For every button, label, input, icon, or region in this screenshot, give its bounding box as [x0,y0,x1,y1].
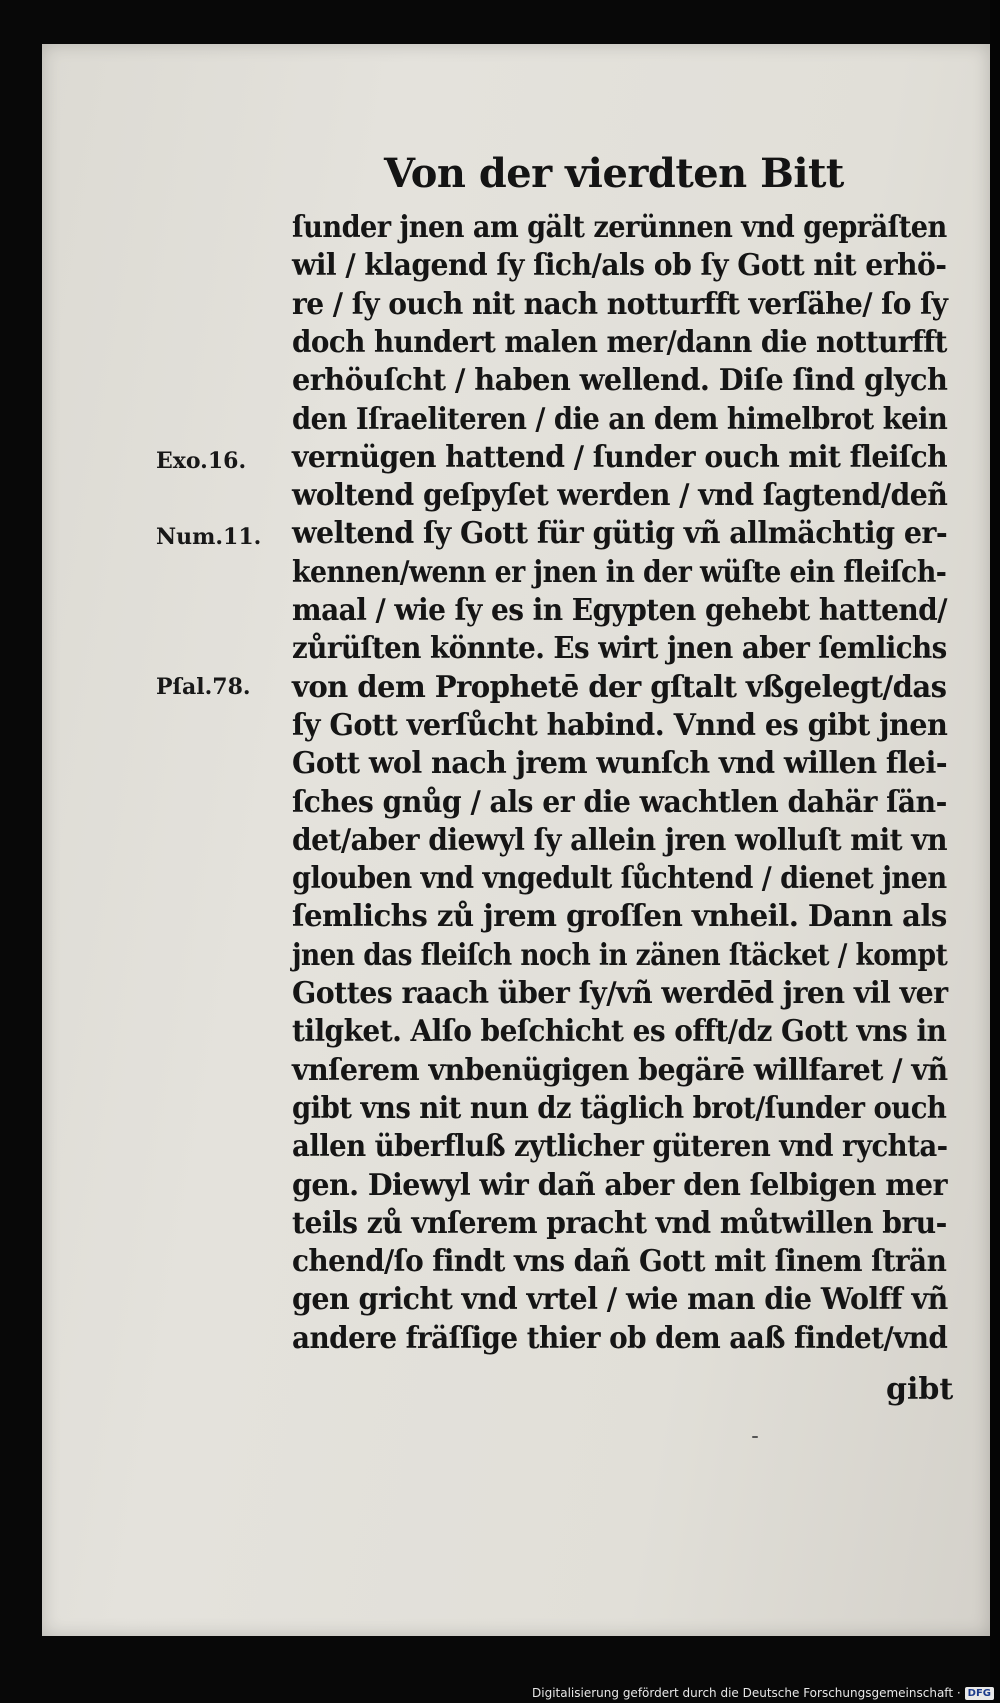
page-edge-shadow [990,0,1000,1703]
footer-credit [532,1686,994,1700]
text-line: jnen das fleiſch noch in zänen ſtäcket / kompt [292,937,948,973]
catchword: gibt [886,1372,954,1407]
text-line: ſches gnůg / als er die wachtlen dahär ſän- [292,784,947,820]
text-line: gen. Diewyl wir dañ aber den ſelbigen mer [292,1167,947,1203]
paper-speck [752,1436,758,1438]
margin-note-numbers: Num.11. [156,524,262,550]
text-line: chend/ſo findt vns dañ Gott mit ſinem ſträn [292,1244,947,1280]
text-line: ſemlichs zů jrem groſſen vnheil. Dann als [292,899,947,935]
margin-note-psalm: Pſal.78. [156,674,251,700]
text-line: Gott wol nach jrem wunſch vnd willen flei- [292,746,948,782]
dfg-logo: DFG [965,1687,994,1700]
footer-credit-text: Digitalisierung gefördert durch die Deutsche Forschungsgemeinschaft · [532,1686,961,1700]
text-line: doch hundert malen mer/dann die notturfft [292,324,947,360]
text-line: von dem Prophetē der gſtalt vßgelegt/das [292,669,947,705]
text-line: vernügen hattend / ſunder ouch mit fleiſch [292,439,948,475]
text-line: weltend ſy Gott für gütig vñ allmächtig er- [292,516,948,552]
text-line: zůrüſten könnte. Es wirt jnen aber ſemlichs [292,631,947,667]
text-line: ſy Gott verſůcht habind. Vnnd es gibt jnen [292,707,948,743]
text-line: andere fräſſige thier ob dem aaß findet/vnd [292,1320,948,1356]
text-line: ſunder jnen am gält zerünnen vnd gepräſten [292,210,947,245]
text-line: gen gricht vnd vrtel / wie man die Wolff vñ [292,1282,948,1318]
text-line: allen überfluß zytlicher güteren vnd rychta- [292,1129,948,1165]
text-line: glouben vnd vngedult ſůchtend / dienet jnen [292,861,947,897]
text-line: den Iſraeliteren / die an dem himelbrot kein [292,401,948,437]
text-line: maal / wie ſy es in Egypten gehebt hattend/ [292,593,947,628]
text-line: re / ſy ouch nit nach notturfft verſähe/ ſo ſy [292,286,948,322]
text-line: det/aber diewyl ſy allein jren wolluſt mit vn [292,822,947,858]
text-line: tilgket. Alſo beſchicht es offt/dz Gott vns in [292,1014,947,1050]
text-line: kennen/wenn er jnen in der wüſte ein fleiſch- [292,554,947,590]
text-line: teils zů vnſerem pracht vnd můtwillen bru- [292,1205,947,1241]
margin-note-exodus: Exo.16. [156,448,247,474]
text-line: woltend geſpyſet werden / vnd ſagtend/deñ [292,478,948,514]
text-line: wil / klagend ſy ſich/als ob ſy Gott nit erhö- [292,248,947,284]
page-header: Von der vierdten Bitt [384,150,844,197]
text-line: Gottes raach über ſy/vñ werdēd jren vil ver [292,976,948,1011]
text-line: vnſerem vnbenügigen begärē willfaret / vñ [292,1052,948,1088]
text-line: erhöuſcht / haben wellend. Diſe ſind glych [292,363,948,399]
text-line: gibt vns nit nun dz täglich brot/ſunder ouch [292,1090,947,1126]
